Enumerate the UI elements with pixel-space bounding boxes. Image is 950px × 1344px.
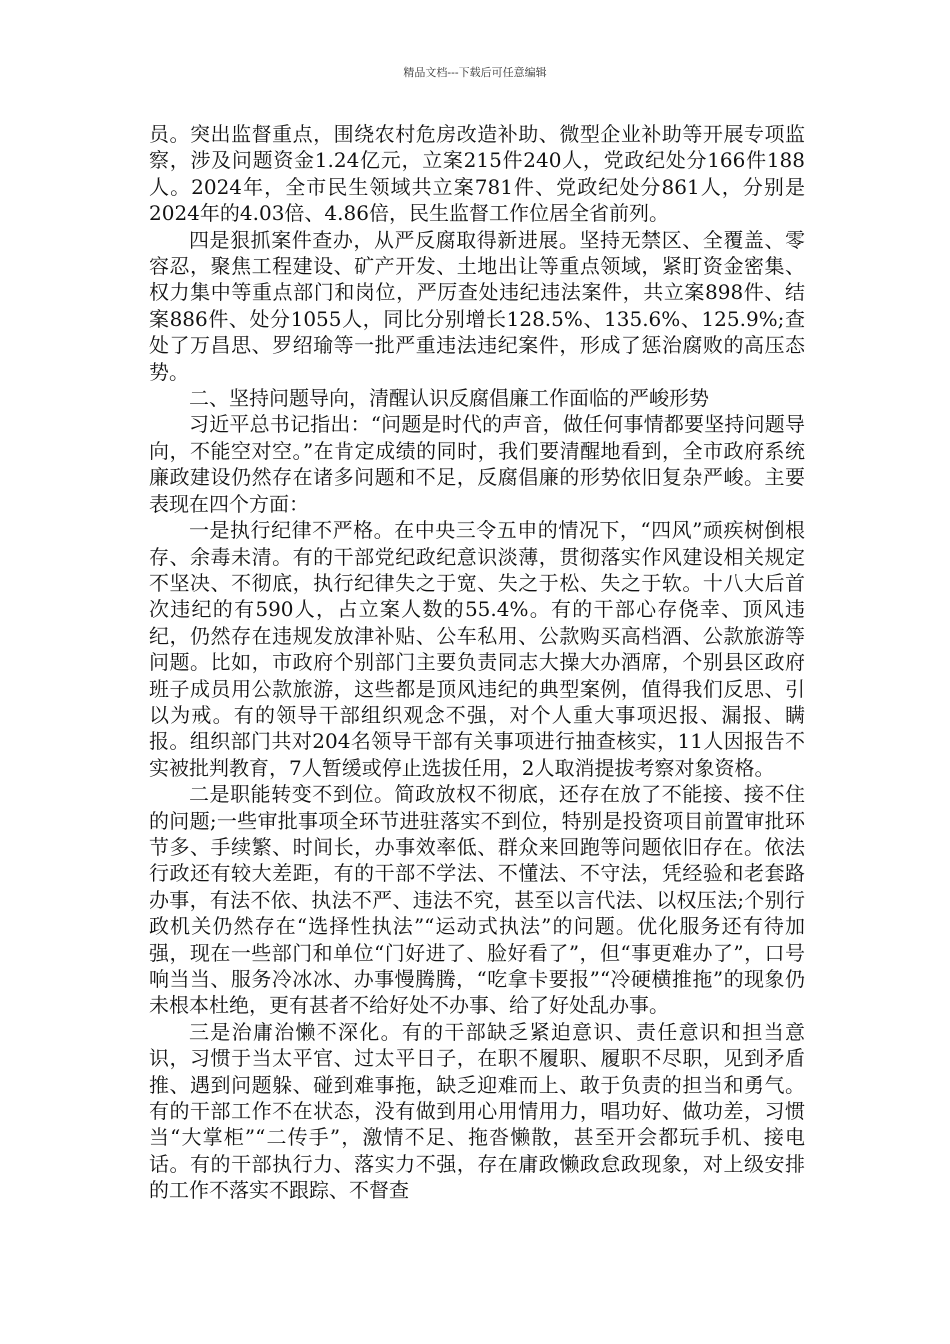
paragraph-mediocrity-laziness: 三是治庸治懒不深化。有的干部缺乏紧迫意识、责任意识和担当意识，习惯于当太平官、过太平日子，在职不履职、履职不尽职，见到矛盾推、遇到问题躲、碰到难事拖，缺乏迎难而上、敢于负责的担当和勇气。有的干部工作不在状态，没有做到用心用情用力，唱功好、做功差，习惯当“大掌柜”“二传手”，激情不足、拖沓懒散，甚至开会都玩手机、接电话。有的干部执行力、落实力不强，存在庸政懒政怠政现象，对上级安排的工作不落实不跟踪、不督查 [149, 1019, 805, 1203]
paragraph-case-investigation: 四是狠抓案件查办，从严反腐取得新进展。坚持无禁区、全覆盖、零容忍，聚焦工程建设、矿产开发、土地出让等重点领域，紧盯资金密集、权力集中等重点部门和岗位，严厉查处违纪违法案件，共立案898件、结案886件、处分1055人，同比分别增长128.5%、135.6%、125.9%;查处了万昌思、罗绍瑜等一批严重违法违纪案件，形成了惩治腐败的高压态势。 [149, 227, 805, 384]
paragraph-function-transformation: 二是职能转变不到位。简政放权不彻底，还存在放了不能接、接不住的问题;一些审批事项全环节进驻落实不到位，特别是投资项目前置审批环节多、手续繁、时间长，办事效率低、群众来回跑等问题依旧存在。依法行政还有较大差距，有的干部不学法、不懂法、不守法，凭经验和老套路办事，有法不依、执法不严、违法不究，甚至以言代法、以权压法;个别行政机关仍然存在“选择性执法”“运动式执法”的问题。优化服务还有待加强，现在一些部门和单位“门好进了、脸好看了”，但“事更难办了”，口号响当当、服务冷冰冰、办事慢腾腾，“吃拿卡要报”“冷硬横推拖”的现象仍未根本杜绝，更有甚者不给好处不办事、给了好处乱办事。 [149, 782, 805, 1018]
document-body [149, 121, 805, 1204]
section-heading: 二、坚持问题导向，清醒认识反腐倡廉工作面临的严峻形势 [189, 386, 709, 411]
paragraph-discipline: 一是执行纪律不严格。在中央三令五申的情况下，“四风”顽疾树倒根存、余毒未清。有的干部党纪政纪意识淡薄，贯彻落实作风建设相关规定不坚决、不彻底，执行纪律失之于宽、失之于松、失之于软。十八大后首次违纪的有590人，占立案人数的55.4%。有的干部心存侥幸、顶风违纪，仍然存在违规发放津补贴、公车私用、公款购买高档酒、公款旅游等问题。比如，市政府个别部门主要负责同志大操大办酒席，个别县区政府班子成员用公款旅游，这些都是顶风违纪的典型案例，值得我们反思、引以为戒。有的领导干部组织观念不强，对个人重大事项迟报、漏报、瞒报。组织部门共对204名领导干部有关事项进行抽查核实，11人因报告不实被批判教育，7人暂缓或停止选拔任用，2人取消提拔考察对象资格。 [149, 518, 805, 780]
page-header: 精品文档---下载后可任意编辑 [403, 66, 547, 79]
paragraph-problem-orientation: 习近平总书记指出：“问题是时代的声音，做任何事情都要坚持问题导向，不能空对空。”在肯定成绩的同时，我们要清醒地看到，全市政府系统廉政建设仍然存在诸多问题和不足，反腐倡廉的形势依旧复杂严峻。主要表现在四个方面： [149, 412, 805, 516]
paragraph-continued: 员。突出监督重点，围绕农村危房改造补助、微型企业补助等开展专项监察，涉及问题资金1.24亿元，立案215件240人，党政纪处分166件188人。2024年，全市民生领域共立案781件、党政纪处分861人，分别是2024年的4.03倍、4.86倍，民生监督工作位居全省前列。 [149, 122, 805, 226]
